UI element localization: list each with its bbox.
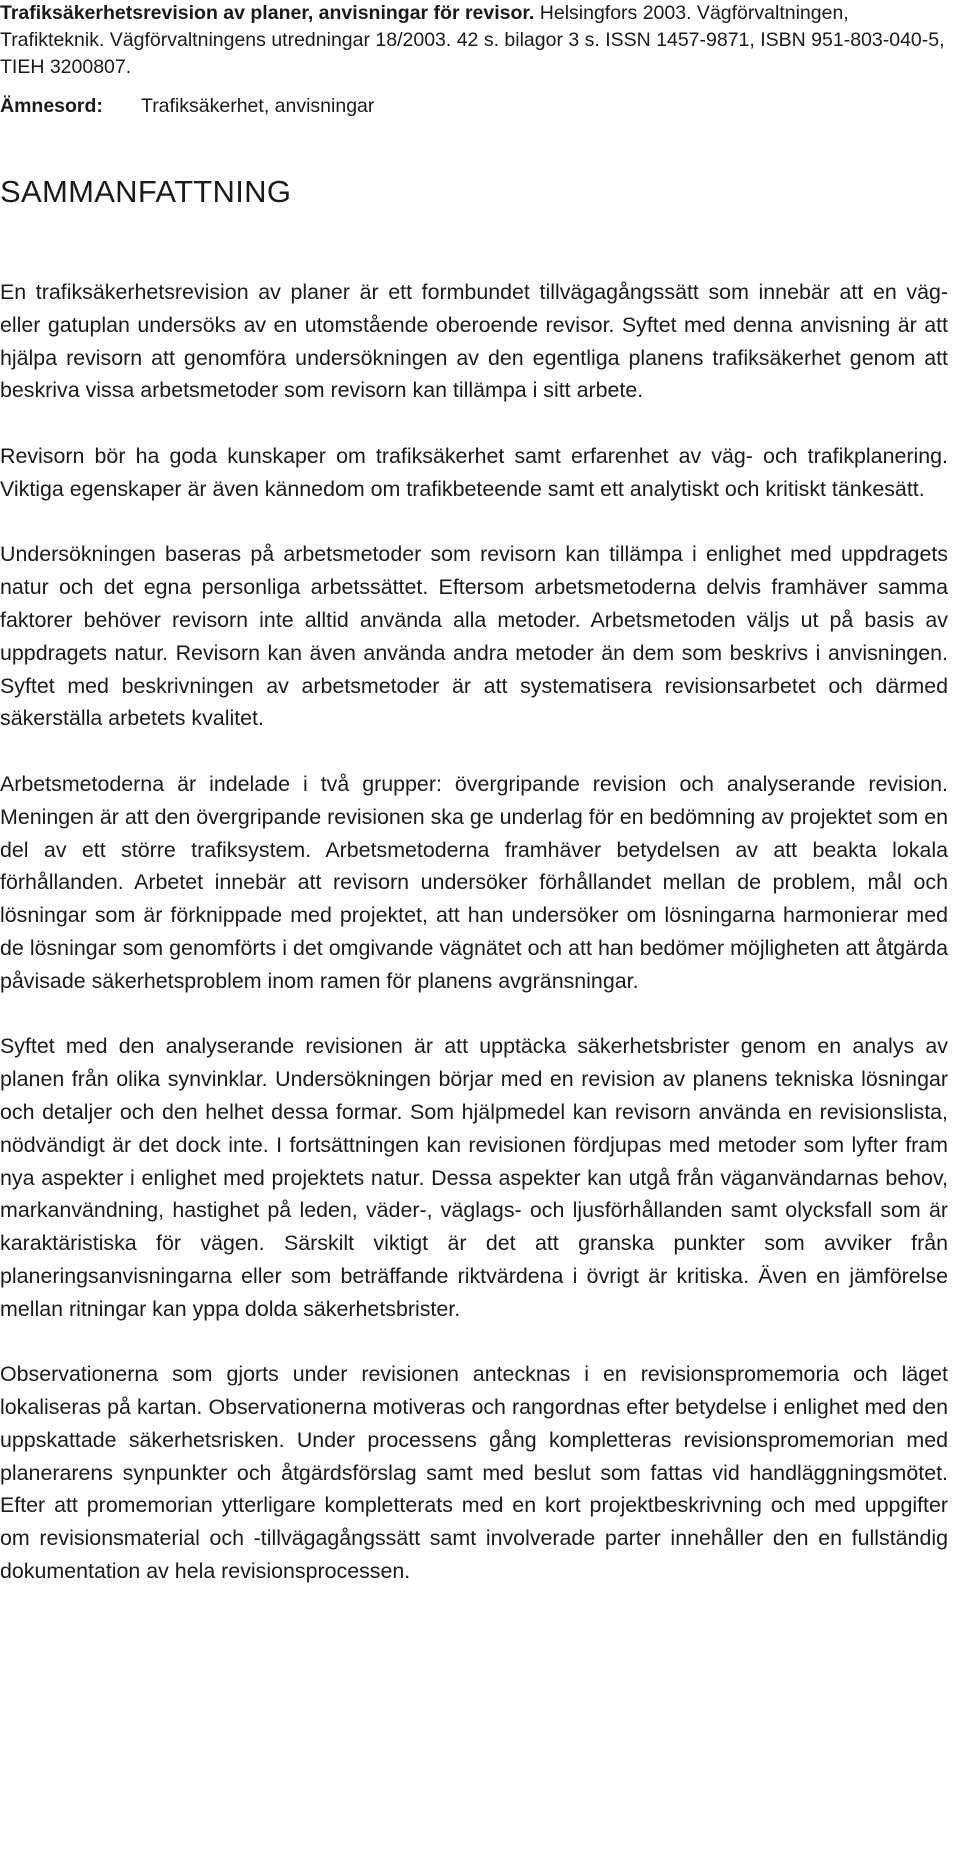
summary-body [0,276,948,1621]
paragraph: Arbetsmetoderna är indelade i två grupper: övergripande revision och analyserande revision. Meningen är att den övergripande revisionen ska ge underlag för en bedömning av projektet som en del av ett större trafiksystem. Arbetsmetoderna framhäver betydelsen av att beakta lokala förhållanden. Arbetet innebär att revisorn undersöker förhållandet mellan de problem, mål och lösningar som är förknippade med projektet, att han undersöker om lösningarna harmonierar med de lösningar som genomförts i det omgivande vägnätet och att han bedömer möjligheten att åtgärda påvisade säkerhetsproblem inom ramen för planens avgränsningar. [0,771,948,993]
paragraph: Revisorn bör ha goda kunskaper om trafiksäkerhet samt erfarenhet av väg- och trafikplanering. Viktiga egenskaper är även kännedom om trafikbeteende samt ett analytiskt och kritiskt tänkesätt. [0,443,948,501]
paragraph: Syftet med den analyserande revisionen är att upptäcka säkerhetsbrister genom en analys av planen från olika synvinklar. Undersökningen börjar med en revision av planens tekniska lösningar och detaljer och den helhet dessa formar. Som hjälpmedel kan revisorn använda en revisionslista, nödvändigt är det dock inte. I fortsättningen kan revisionen fördjupas med metoder som lyfter fram nya aspekter i enlighet med projektets natur. Dessa aspekter kan utgå från väganvändarnas behov, markanvändning, hastighet på leden, väder-, väglags- och ljusförhållanden samt olycksfall som är karaktäristiska för vägen. Särskilt viktigt är det att granska punkter som avviker från planeringsanvisningarna eller som beträffande riktvärdena i övrigt är kritiska. Även en jämförelse mellan ritningar kan yppa dolda säkerhetsbrister. [0,1034,948,1321]
keywords-line [0,93,374,120]
paragraph: Undersökningen baseras på arbetsmetoder som revisorn kan tillämpa i enlighet med uppdragets natur och det egna personliga arbetssättet. Eftersom arbetsmetoderna delvis framhäver samma faktorer behöver revisorn inte alltid använda alla metoder. Arbetsmetoden väljs ut på basis av uppdragets natur. Revisorn kan även använda andra metoder än dem som beskrivs i anvisningen. Syftet med beskrivningen av arbetsmetoder är att systematisera revisionsarbetet och därmed säkerställa arbetets kvalitet. [0,542,948,731]
publication-citation: Helsingfors 2003. Vägförvaltningen, Trafikteknik. Vägförvaltningens utredningar 18/2003. 42 s. bilagor 3 s. ISSN 1457-9871, ISBN 951-803-040-5, TIEH 3200807. [0,2,945,78]
bibliographic-header [0,0,950,81]
publication-title: Trafiksäkerhetsrevision av planer, anvisningar för revisor. [0,2,535,24]
paragraph: En trafiksäkerhetsrevision av planer är ett formbundet tillvägagångssätt som innebär att en väg- eller gatuplan undersöks av en utomstående oberoende revisor. Syftet med denna anvisning är att hjälpa revisorn att genomföra undersökningen av den egentliga planens trafiksäkerhet genom att beskriva vissa arbetsmetoder som revisorn kan tillämpa i sitt arbete. [0,280,948,403]
keywords-value: Trafiksäkerhet, anvisningar [141,95,375,117]
keywords-label: Ämnesord: [0,95,103,117]
paragraph: Observationerna som gjorts under revisionen antecknas i en revisionspromemoria och läget lokaliseras på kartan. Observationerna motiveras och rangordnas efter betydelse i enlighet med den uppskattade säkerhetsrisken. Under processens gång kompletteras revisionspromemorian med planerarens synpunkter och åtgärdsförslag samt med beslut som fattas vid handläggningsmötet. Efter att promemorian ytterligare kompletterats med en kort projektbeskrivning och med uppgifter om revisionsmaterial och -tillvägagångssätt samt involverade parter innehåller den en fullständig dokumentation av hela revisionsprocessen. [0,1362,948,1584]
section-heading: SAMMANFATTNING [0,174,292,209]
